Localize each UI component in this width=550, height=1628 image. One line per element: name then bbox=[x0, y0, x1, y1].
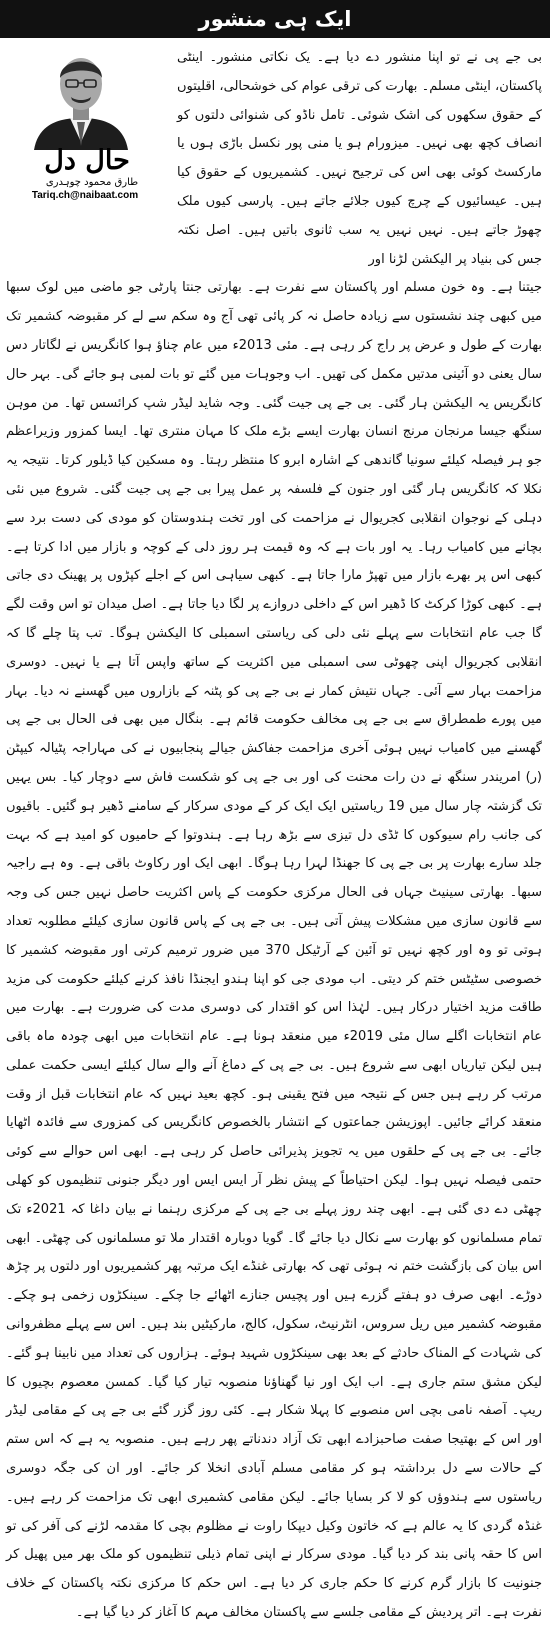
article-title: ایک ہی منشور bbox=[198, 7, 352, 31]
column-name: حال دل bbox=[44, 145, 130, 176]
author-email: Tariq.ch@naibaat.com bbox=[31, 190, 139, 201]
article-main-text: جیتنا ہے۔ وہ خون مسلم اور پاکستان سے نفرت ہے۔ بھارتی جنتا پارٹی جو ماضی میں لوک سبھا میں کبھی چند نشستوں سے زیادہ حاصل نہ کر پائی تھی آج وہ سکم سے لے کر مقبوضہ کشمیر تک بھارت کے طول و عرض پر راج کر رہی ہے۔ مئی 2013ء میں عام چناؤ ہوا کانگریس نے لگاتار دس سال یعنی دو آئینی مدتیں مکمل کی تھیں۔ اب وجوہات میں گئے تو بات لمبی ہو جائے گی۔ بہر حال کانگریس یہ الیکشن ہار گئی۔ بی جے پی جیت گئی۔ وجہ شاید لیڈر شپ کرائسس تھا۔ من موہن سنگھ جیسا مرنجان مرنج انسان بھارت ایسے بڑے ملک کا مہان منتری تھا۔ ایسا کمزور وزیراعظم جو ہر فیصلہ کیلئے سونیا گاندھی کے اشارہ ابرو کا منتظر رہتا۔ وہ مسکین کیا ڈیلور کرتا۔ نتیجہ یہ نکلا کہ کانگریس ہار گئی اور جنون کے فلسفہ پر عمل پیرا بی جے پی جیت گئی۔ شروع میں نئی دہلی کے نوجوان انقلابی کجریوال نے مزاحمت کی اور تخت ہندوستان کو مودی کی دست برد سے بچانے میں کامیاب رہا۔ یہ اور بات ہے کہ وہ قیمت ہر روز دلی کے کوچہ و بازار میں ادا کرتا ہے۔ کبھی اس پر بھرے بازار میں تھپڑ مارا جاتا ہے۔ کبھی سیاہی اس کے اجلے کپڑوں پر پھینک دی جاتی ہے۔ کبھی کوڑا کرکٹ کا ڈھیر اس کے داخلی دروازے پر لگا دیا جاتا ہے۔ اصل میدان تو اس وقت لگے گا جب عام انتخابات سے پہلے نئی دلی کی ریاستی اسمبلی کا الیکشن ہوگا۔ تب پتا چلے گا کہ انقلابی کجریوال اپنی چھوٹی سی اسمبلی میں اکثریت کے ساتھ واپس آتا ہے یا نہیں۔ دوسری مزاحمت بہار سے آئی۔ جہاں نتیش کمار نے بی جے پی کو پٹنہ کے بازاروں میں گھسنے نہ دیا۔ بہار میں پورے طمطراق سے بی جے پی مخالف حکومت قائم ہے۔ بنگال میں بھی فی الحال بی جے پی گھسنے میں کامیاب نہیں ہوئی آخری مزاحمت جفاکش جیالے پنجابیوں نے کی مہاراجہ پٹیالہ کیپٹن (ر) امریندر سنگھ نے دن رات محنت کی اور بی جے پی کو شکست فاش سے دوچار کیا۔ بس یہیں تک گزشتہ چار سال میں 19 ریاستیں ایک ایک کر کے مودی سرکار کے سامنے ڈھیر ہو گئیں۔ باقیوں کی جانب رام سیوکوں کا ٹڈی دل تیزی سے بڑھ رہا ہے۔ ہندوتوا کے حامیوں کو امید ہے کہ بہت جلد سارے بھارت پر بی جے پی کا جھنڈا لہرا رہا ہوگا۔ ابھی ایک اور رکاوٹ باقی ہے۔ وہ ہے راجیہ سبھا۔ بھارتی سینیٹ جہاں فی الحال مرکزی حکومت کے پاس اکثریت حاصل نہیں جس کی وجہ سے قانون سازی میں مشکلات پیش آتی ہیں۔ بی جے پی کے پاس قانون سازی کیلئے مطلوبہ تعداد ہوتی تو وہ اور کچھ نہیں تو آئین کے آرٹیکل 370 میں ضرور ترمیم کرتی اور مقبوضہ کشمیر کا خصوصی سٹیٹس ختم کر دیتی۔ اب مودی جی کو اپنا ہندو ایجنڈا نافذ کرنے کیلئے حکومت کی مزید طاقت مزید اختیار درکار ہیں۔ لہٰذا اس کو اقتدار کی دوسری مدت کی ضرورت ہے۔ بھارت میں عام انتخابات اگلے سال مئی 2019ء میں منعقد ہونا ہے۔ عام انتخابات میں ابھی چودہ ماہ باقی ہیں لیکن تیاریاں ابھی سے شروع ہیں۔ بی جے پی کے دماغ آنے والے سال کیلئے ایسی حکمت عملی مرتب کر رہے ہیں جس کے نتیجہ میں فتح یقینی ہو۔ کچھ بعید نہیں کہ عام انتخابات قبل از وقت منعقد کرائے جائیں۔ اپوزیشن جماعتوں کے انتشار بالخصوص کانگریس کی کمزوری سے فائدہ اٹھایا جائے۔ بی جے پی کے حلقوں میں یہ تجویز پذیرائی حاصل کر رہی ہے۔ ابھی اس حوالے سے کوئی حتمی فیصلہ نہیں ہوا۔ لیکن احتیاطاً کے پیش نظر آر ایس ایس اور دیگر جنونی تنظیموں کو کھلی چھٹی دے دی گئی ہے۔ ابھی چند روز پہلے بی جے پی کے مرکزی رہنما نے بیان داغا کہ 2021ء تک تمام مسلمانوں کو بھارت سے نکال دیا جائے گا۔ گویا دوبارہ اقتدار ملا تو مسلمانوں کی چھٹی۔ ابھی اس بیان کی بازگشت ختم نہ ہوئی تھی کہ بھارتی غنڈے ایک مرتبہ پھر کشمیریوں اور دلتوں پر چڑھ دوڑے۔ ابھی صرف دو ہفتے گزرے ہیں اور پچیس جنازے اٹھائے جا چکے۔ سینکڑوں زخمی ہو چکے۔ مقبوضہ کشمیر میں ریل سروس، انٹرنیٹ، سکول، کالج، مارکیٹیں بند ہیں۔ اس سے پہلے مظفروانی کی شہادت کے المناک حادثے کے بعد بھی سینکڑوں شہید ہوئے۔ ہزاروں کی تعداد میں نابینا ہو گئے۔ لیکن مشق ستم جاری ہے۔ اب ایک اور نیا گھناؤنا منصوبہ تیار کیا گیا۔ کمسن معصوم بچیوں کا ریپ۔ آصفہ نامی بچی اس منصوبے کا پہلا شکار ہے۔ کئی روز گزر گئے بی جے پی کے مقامی لیڈر اور اس کے بھتیجا صفت صاحبزادے ابھی تک آزاد دندناتے پھر رہے ہیں۔ منصوبہ یہ ہے کہ اس ستم کے حالات سے دل برداشتہ ہو کر مقامی مسلم آبادی انخلا کر جائے۔ اور ان کی جگہ دوسری ریاستوں سے ہندوؤں کو لا کر بسایا جائے۔ لیکن مقامی کشمیری ابھی تک مزاحمت کر رہے ہیں۔ غنڈہ گردی کا یہ عالم ہے کہ خاتون وکیل دیپکا راوت نے مظلوم بچی کا مقدمہ لڑنے کی آفر کی تو اس کا حقہ پانی بند کر دیا گیا۔ مودی سرکار نے اپنی تمام ذیلی تنظیموں کو ملک بھر میں پھیل کر جنونیت کا بازار گرم کرنے کا حکم جاری کر دیا ہے۔ اس حکم کا مرکزی نکتہ پاکستان کے خلاف نفرت ہے۔ اتر پردیش کے مقامی جلسے سے پاکستان مخالف مہم کا آغاز کر دیا گیا ہے۔ bbox=[6, 280, 542, 1621]
article-body bbox=[6, 44, 542, 1628]
author-name: طارق محمود چوہدری bbox=[45, 177, 139, 188]
header-bar bbox=[0, 0, 550, 38]
article-intro-text: بی جے پی نے تو اپنا منشور دے دیا ہے۔ یک نکاتی منشور۔ اینٹی پاکستان، اینٹی مسلم۔ بھارت کی ترقی عوام کی خوشحالی، اقلیتوں کے حقوق سکھوں کی اشک شوئی۔ تامل ناڈو کی شنوائی دلتوں کو انصاف کچھ بھی نہیں۔ میزورام ہو یا منی پور نکسل باڑی ہوں یا مارکسٹ کوئی بھی اس کی ترجیح نہیں۔ کشمیریوں کے حقوق کیا ہیں۔ عیسائیوں کے چرچ کیوں جلائے جاتے ہیں۔ پارسی کیوں ملک چھوڑ جاتے ہیں۔ نہیں نہیں یہ سب ثانوی باتیں ہیں۔ اصل نکتہ جس کی بنیاد پر الیکشن لڑنا اور bbox=[177, 50, 542, 267]
